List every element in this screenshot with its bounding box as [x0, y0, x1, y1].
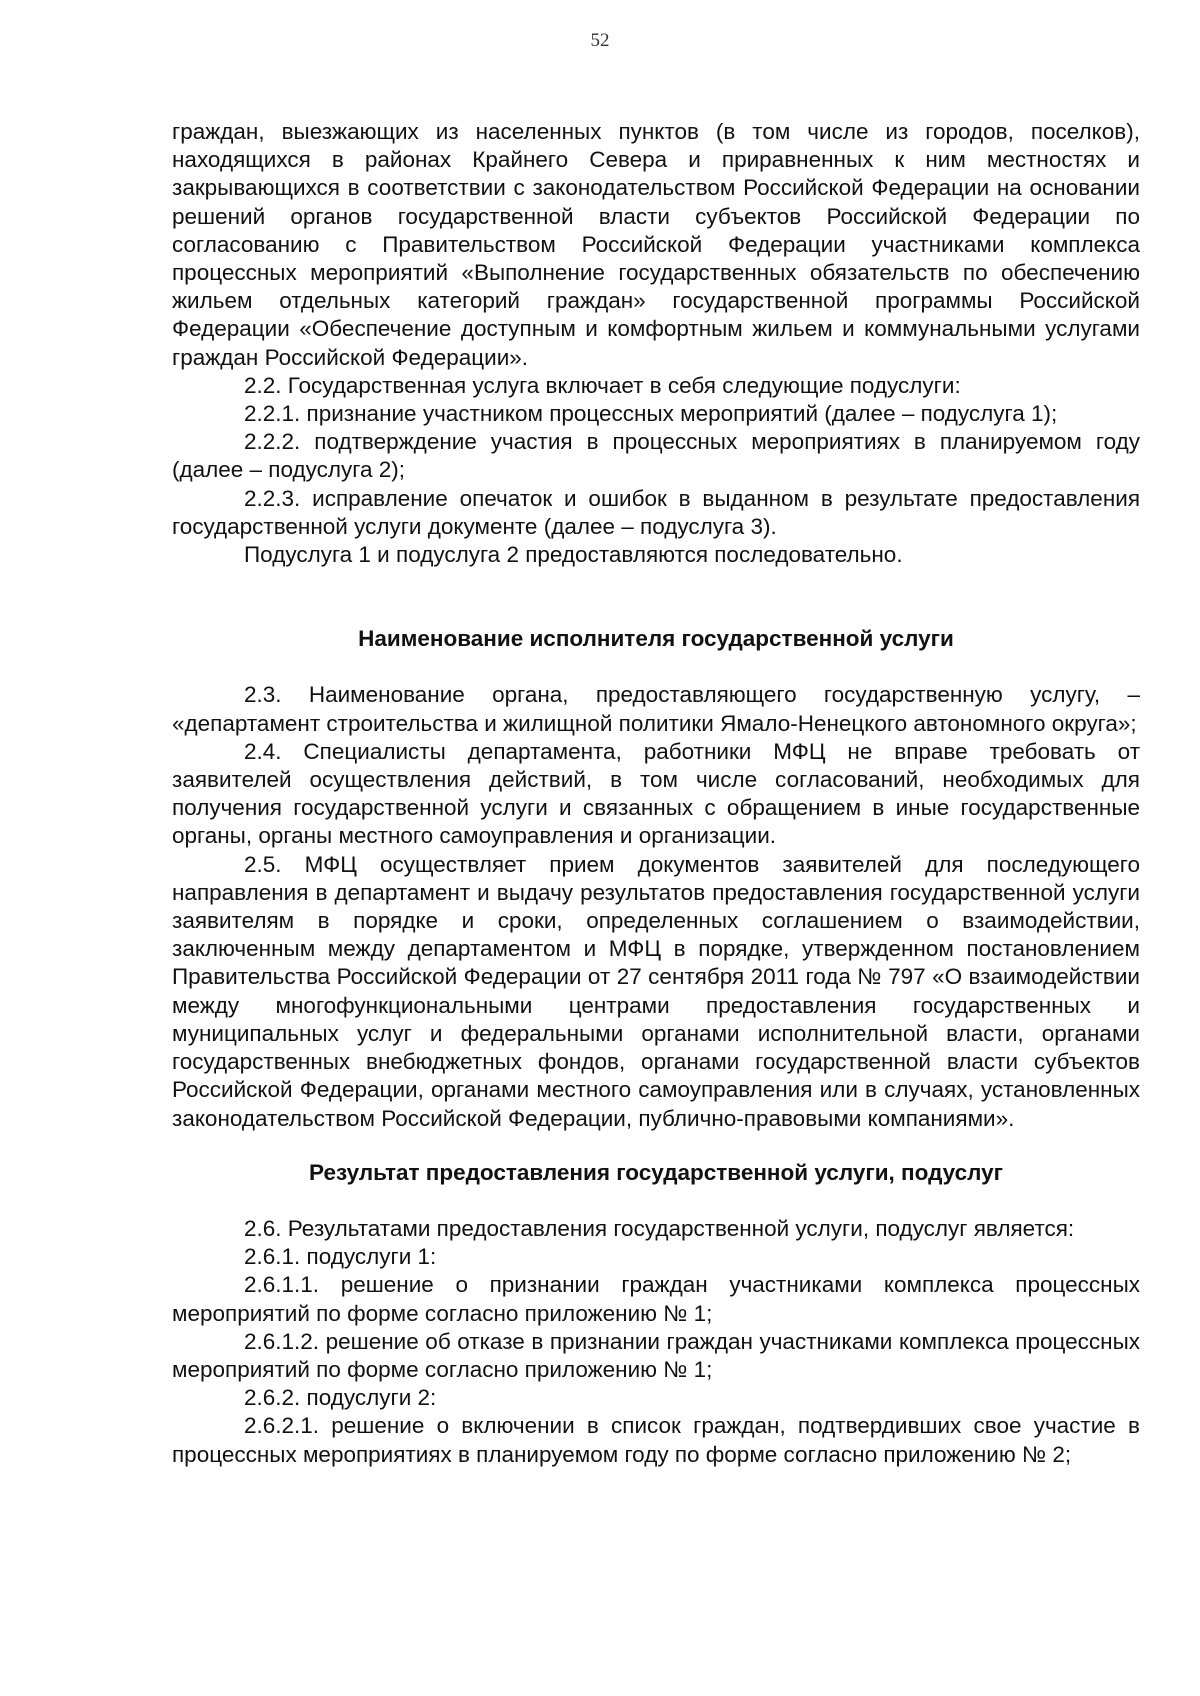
paragraph-2-2: 2.2. Государственная услуга включает в себя следующие подуслуги: — [244, 372, 961, 398]
section-heading-result: Результат предоставления государственной услуги, подуслуг — [309, 1159, 1003, 1185]
paragraph-2-2-2: 2.2.2. подтверждение участия в процессных мероприятиях в планируемом году (далее – подуслуга 2); — [172, 429, 1140, 483]
paragraph-2-3: 2.3. Наименование органа, предоставляющего государственную услугу, – «департамент строительства и жилищной политики Ямало-Ненецкого автономного округа»; — [172, 682, 1140, 736]
paragraph-2-5: 2.5. МФЦ осуществляет прием документов заявителей для последующего направления в департамент и выдачу результатов предоставления государственной услуги заявителям в порядке и сроки, определенных соглашением о взаимодействии, заключенным между департаментом и МФЦ в порядке, утвержденном постановлением Правительства Российской Федерации от 27 сентября 2011 года № 797 «О взаимодействии между многофункциональными центрами предоставления государственных и муниципальных услуг и федеральными органами исполнительной власти, органами государственных внебюджетных фондов, органами государственной власти субъектов Российской Федерации, органами местного самоуправления или в случаях, установленных законодательством Российской Федерации, публично-правовыми компаниями». — [172, 851, 1140, 1131]
paragraph-2-4: 2.4. Специалисты департамента, работники МФЦ не вправе требовать от заявителей осуществления действий, в том числе согласований, необходимых для получения государственной услуги и связанных с обращением в иные государственные органы, органы местного самоуправления и организации. — [172, 738, 1140, 849]
paragraph-continuation: граждан, выезжающих из населенных пунктов (в том числе из городов, поселков), находящихся в районах Крайнего Севера и приравненных к ним местностях и закрывающихся в соответствии с законодательством Российской Федерации на основании решений органов государственной власти субъектов Российской Федерации по согласованию с Правительством Российской Федерации участниками комплекса процессных мероприятий «Выполнение государственных обязательств по обеспечению жильем отдельных категорий граждан» государственной программы Российской Федерации «Обеспечение доступным и комфортным жильем и коммунальными услугами граждан Российской Федерации». — [172, 119, 1140, 370]
document-body — [172, 118, 1140, 1469]
paragraph-2-6-1-2: 2.6.1.2. решение об отказе в признании граждан участниками комплекса процессных мероприятий по форме согласно приложению № 1; — [172, 1328, 1140, 1382]
paragraph-2-6-2: 2.6.2. подуслуги 2: — [244, 1385, 437, 1411]
paragraph-2-2-1: 2.2.1. признание участником процессных мероприятий (далее – подуслуга 1); — [244, 401, 1058, 427]
paragraph-sequence-note: Подуслуга 1 и подуслуга 2 предоставляются последовательно. — [244, 542, 903, 568]
page-number: 52 — [590, 30, 610, 51]
paragraph-2-6-2-1: 2.6.2.1. решение о включении в список граждан, подтвердивших свое участие в процессных мероприятиях в планируемом году по форме согласно приложению № 2; — [172, 1413, 1140, 1467]
paragraph-2-6-1-1: 2.6.1.1. решение о признании граждан участниками комплекса процессных мероприятий по форме согласно приложению № 1; — [172, 1272, 1140, 1326]
paragraph-2-6: 2.6. Результатами предоставления государственной услуги, подуслуг является: — [244, 1215, 1075, 1241]
section-heading-executor: Наименование исполнителя государственной услуги — [358, 626, 954, 652]
paragraph-2-2-3: 2.2.3. исправление опечаток и ошибок в выданном в результате предоставления государственной услуги документе (далее – подуслуга 3). — [172, 485, 1140, 539]
paragraph-2-6-1: 2.6.1. подуслуги 1: — [244, 1244, 437, 1270]
